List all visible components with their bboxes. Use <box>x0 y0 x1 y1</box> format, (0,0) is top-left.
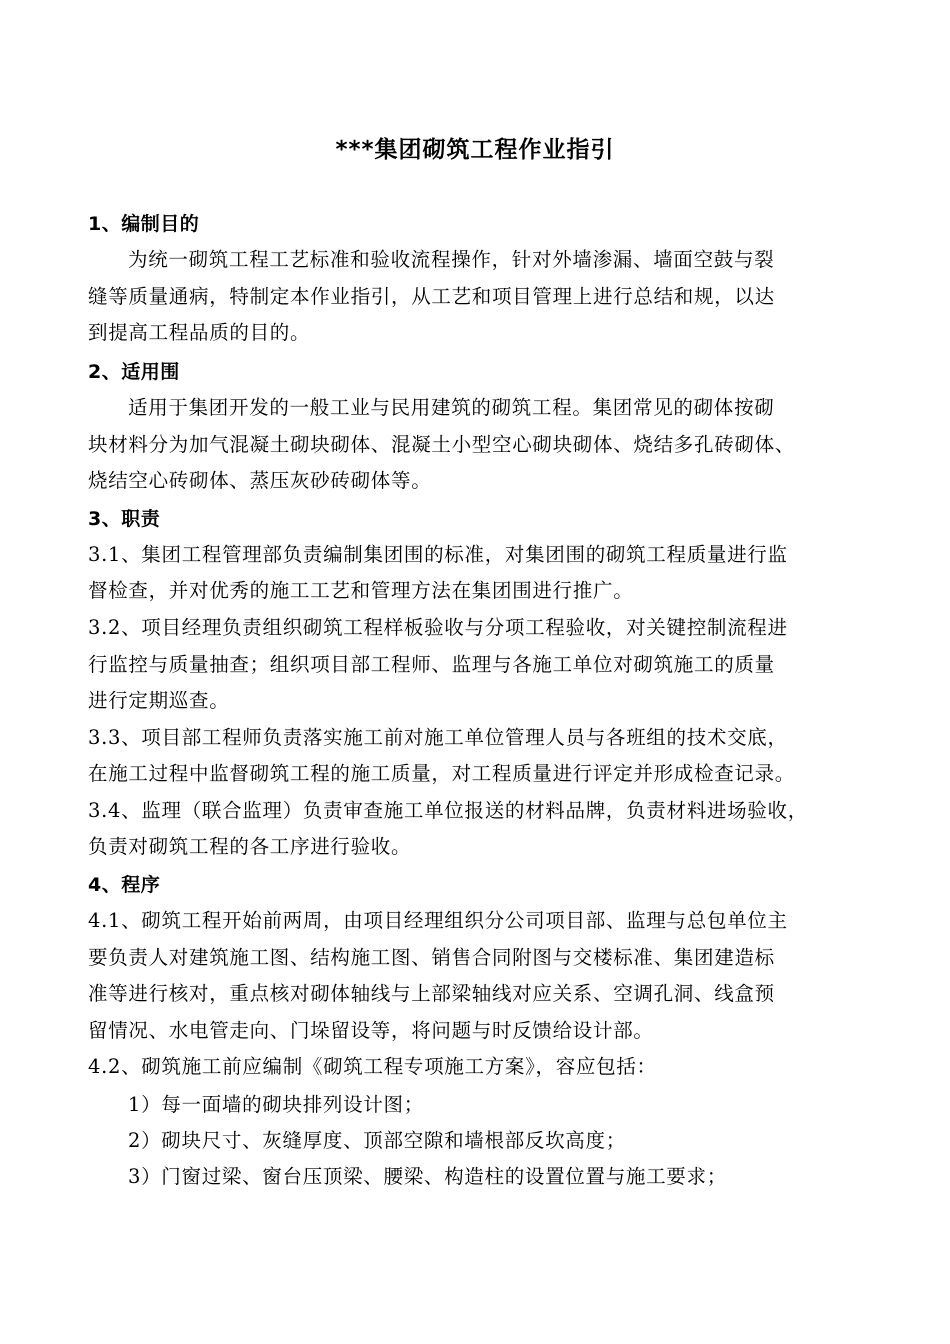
section-heading: 1、编制目的 <box>88 213 200 235</box>
section-heading: 2、适用围 <box>88 361 180 383</box>
paragraph-line: 到提高工程品质的目的。 <box>88 321 311 344</box>
paragraph-line: 负责对砌筑工程的各工序进行验收。 <box>88 835 412 858</box>
document-title: ***集团砌筑工程作业指引 <box>335 137 615 163</box>
paragraph-line: 进行定期巡查。 <box>88 689 230 712</box>
list-item: 3）门窗过梁、窗台压顶梁、腰梁、构造柱的设置位置与施工要求； <box>128 1165 727 1188</box>
paragraph-line: 3.3、项目部工程师负责落实施工前对施工单位管理人员与各班组的技术交底， <box>88 726 788 749</box>
section-heading: 4、程序 <box>88 874 161 896</box>
paragraph-line: 烧结空心砖砌体、蒸压灰砂砖砌体等。 <box>88 469 432 492</box>
paragraph-line: 行监控与质量抽查；组织项目部工程师、监理与各施工单位对砌筑施工的质量 <box>88 653 775 676</box>
paragraph-line: 准等进行核对，重点核对砌体轴线与上部梁轴线对应关系、空调孔洞、线盒预 <box>88 982 775 1005</box>
list-item: 1）每一面墙的砌块排列设计图； <box>128 1093 424 1116</box>
section-heading: 3、职责 <box>88 508 161 530</box>
paragraph-line: 4.1、砌筑工程开始前两周，由项目经理组织分公司项目部、监理与总包单位主 <box>88 909 788 932</box>
paragraph-line: 要负责人对建筑施工图、结构施工图、销售合同附图与交楼标准、集团建造标 <box>88 946 775 969</box>
paragraph-line: 缝等质量通病，特制定本作业指引，从工艺和项目管理上进行总结和规，以达 <box>88 285 775 308</box>
paragraph-line: 4.2、砌筑施工前应编制《砌筑工程专项施工方案》，容应包括： <box>88 1055 657 1078</box>
paragraph-line: 3.4、监理（联合监理）负责审查施工单位报送的材料品牌，负责材料进场验收， <box>88 799 808 822</box>
paragraph-line: 3.2、项目经理负责组织砌筑工程样板验收与分项工程验收，对关键控制流程进 <box>88 616 788 639</box>
paragraph-line: 为统一砌筑工程工艺标准和验收流程操作，针对外墙渗漏、墙面空鼓与裂 <box>128 248 775 271</box>
paragraph-line: 督检查，并对优秀的施工工艺和管理方法在集团围进行推广。 <box>88 579 634 602</box>
paragraph-line: 块材料分为加气混凝土砌块砌体、混凝土小型空心砌块砌体、烧结多孔砖砌体、 <box>88 433 796 456</box>
paragraph-line: 3.1、集团工程管理部负责编制集团围的标准，对集团围的砌筑工程质量进行监 <box>88 543 788 566</box>
paragraph-line: 在施工过程中监督砌筑工程的施工质量，对工程质量进行评定并形成检查记录。 <box>88 762 796 785</box>
paragraph-line: 适用于集团开发的一般工业与民用建筑的砌筑工程。集团常见的砌体按砌 <box>128 396 775 419</box>
list-item: 2）砌块尺寸、灰缝厚度、顶部空隙和墙根部反坎高度； <box>128 1129 626 1152</box>
paragraph-line: 留情况、水电管走向、门垛留设等，将问题与时反馈给设计部。 <box>88 1019 654 1042</box>
